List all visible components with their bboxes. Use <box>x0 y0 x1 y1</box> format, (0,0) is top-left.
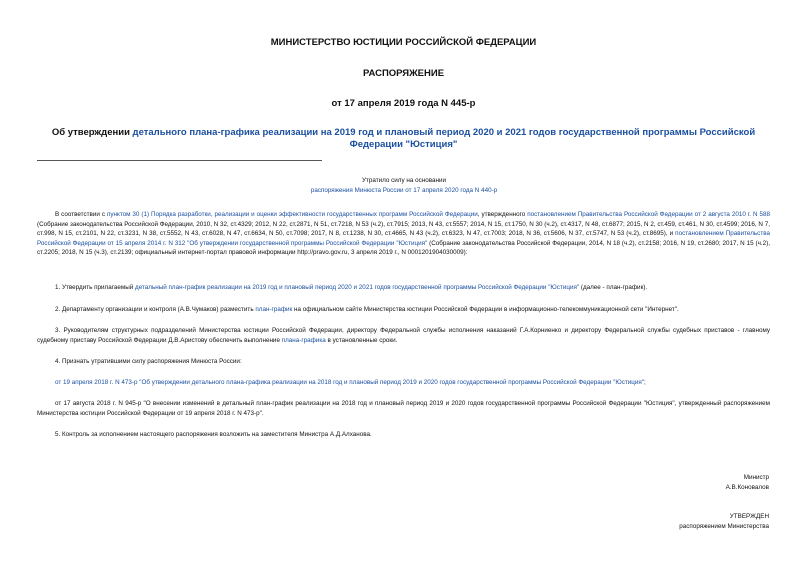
status-note-text: Утратило силу на основании <box>361 177 447 184</box>
preamble-text: , утвержденного <box>477 211 528 218</box>
document-title <box>40 127 767 151</box>
item-text: 1. Утвердить прилагаемый <box>55 284 136 291</box>
approval-text: распоряжением Министерства <box>679 523 769 530</box>
item-1 <box>37 283 770 293</box>
item-4-2: от 17 августа 2018 г. N 945-р "О внесении изменений в детальный план-график реализации на 2018 год и плановый период 2019 и 2020 годов государственной программы Российской Федерации "Юстиция", утвержденный распоряжением Министерства юстиции Российской Федерации от 19 апреля 2018 г. N 473-р". <box>37 400 770 417</box>
item-text: 2. Департаменту организации и контроля (А.В.Чумаков) разместить <box>55 306 256 313</box>
preamble-link-resolution-588[interactable]: постановлением Правительства Российской Федерации от 2 августа 2010 г. N 588 <box>527 211 771 218</box>
signature-role: Министр <box>743 474 769 481</box>
item-3-link[interactable]: плана-графика <box>281 336 326 344</box>
document-title-prefix: Об утверждении <box>51 127 133 138</box>
signature-name: А.В.Коновалов <box>725 484 769 491</box>
item-4: 4. Признать утратившими силу распоряжения Минюста России: <box>55 358 242 365</box>
item-text: на официальном сайте Министерства юстиции Российской Федерации в информационно-телекоммуникационной сети "Интернет". <box>292 306 679 313</box>
approval-block <box>679 512 769 532</box>
signature-block <box>726 473 769 493</box>
item-3 <box>37 326 770 345</box>
item-text: 3. Руководителям структурных подразделений Министерства юстиции Российской Федерации, директору Федеральной службы исполнения наказаний Г.А.Корниенко и директору Федеральной службы судебных приставов - главному судебному приставу Российской Федерации Д.В.Аристову обеспечить выполнение <box>37 327 770 344</box>
status-note-link[interactable]: распоряжения Минюста России от 17 апреля 2020 года N 440-р <box>310 187 498 194</box>
item-text: (далее - план-график). <box>579 284 648 291</box>
item-1-link[interactable]: детальный план-график реализации на 2019 год и плановый период 2020 и 2021 годов государственной программы Российской Федерации "Юстиция" <box>135 284 580 291</box>
document-date-number: от 17 апреля 2019 года N 445-р <box>331 98 476 109</box>
preamble-paragraph <box>37 210 770 258</box>
preamble-text: (Собрание законодательства Российской Федерации, 2014, N 18 (ч.2), ст.2158; 2016, N 19, ст.2680; 2017, N 15 (ч.2), ст.2205; 2018, N 15 (ч.3), ст.2139; официальный интернет-портал правовой информации http://pravo.gov.ru, 3 апреля 2019 г., N 0001201904030009): <box>37 239 770 257</box>
item-5: 5. Контроль за исполнением настоящего распоряжения возложить на заместителя Министра А.Д.Алханова. <box>55 431 372 438</box>
preamble-text: В соответствии с <box>55 211 107 218</box>
ministry-heading: МИНИСТЕРСТВО ЮСТИЦИИ РОССИЙСКОЙ ФЕДЕРАЦИИ <box>270 37 537 48</box>
preamble-link-resolution-312[interactable]: постановлением Правительства Российской Федерации от 15 апреля 2014 г. N 312 "Об утверждении государственной программы Российской Федерации "Юстиция" <box>37 230 770 247</box>
separator-line <box>37 160 322 161</box>
item-2-link[interactable]: план-график <box>255 306 293 313</box>
item-4-1-link[interactable]: от 19 апреля 2018 г. N 473-р "Об утверждении детального плана-графика реализации на 2018 год и плановый период 2019 и 2020 годов государственной программы Российской Федерации "Юстиция" <box>55 379 645 386</box>
preamble-text: (Собрание законодательства Российской Федерации, 2010, N 32, ст.4329; 2012, N 22, ст.2871, N 51, ст.7218, N 53 (ч.2), ст.7915; 2013, N 43, ст.5557; 2014, N 15, ст.1750, N 30 (ч.2), ст.4317, N 48, ст.6877; 2015, N 2, ст.459, ст.461, N 30, ст.4599; 2016, N 7, ст.998, N 15, ст.2101, N 22, ст.3231, N 38, ст.5552, N 43, ст.6028, N 47, ст.6634, N 50, ст.7098; 2017, N 8, ст.1238, N 30, ст.4665, N 43 (ч.2), ст.6323, N 47, ст.7003; 2018, N 36, ст.5606, N 37, ст.5747, N 53 (ч.2), ст.8695), и <box>37 220 770 238</box>
item-2 <box>37 305 770 315</box>
document-title-link[interactable]: детального плана-графика реализации на 2019 год и плановый период 2020 и 2021 годов государственной программы Российской Федерации "Юстиция" <box>132 127 756 150</box>
item-text: в установленные сроки. <box>325 336 398 344</box>
document-type-heading: РАСПОРЯЖЕНИЕ <box>362 68 445 79</box>
status-note <box>240 176 568 196</box>
preamble-link-procedure[interactable]: пунктом 30 (1) Порядка разработки, реализации и оценки эффективности государственных программ Российской Федерации <box>106 211 478 218</box>
item-4-1 <box>37 378 770 388</box>
item-text: ; <box>644 379 646 386</box>
approval-heading: УТВЕРЖДЕН <box>729 513 769 520</box>
